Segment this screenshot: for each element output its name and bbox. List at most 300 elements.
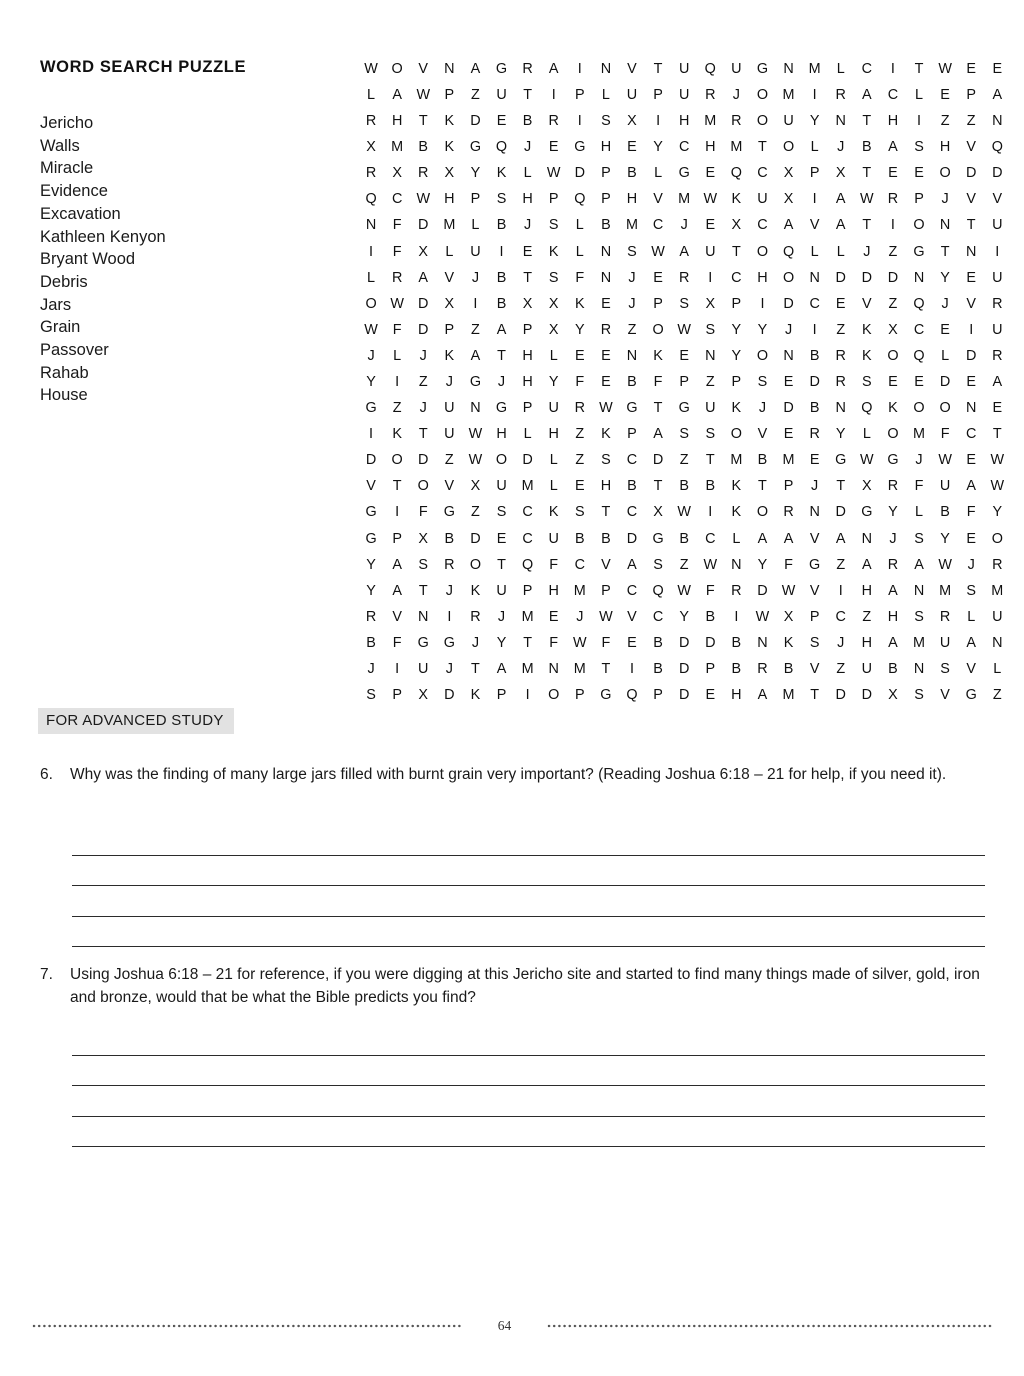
grid-cell: B: [888, 661, 898, 677]
grid-cell: N: [992, 113, 1003, 130]
grid-cell: E: [679, 347, 689, 364]
grid-cell: Z: [940, 113, 950, 130]
grid-cell: X: [392, 165, 402, 182]
question-number: 7.: [40, 966, 53, 983]
grid-cell: U: [496, 86, 507, 103]
grid-cell: O: [939, 165, 951, 182]
grid-cell: U: [444, 426, 455, 443]
grid-cell: I: [995, 243, 1000, 260]
grid-cell: K: [470, 687, 481, 704]
grid-cell: L: [654, 165, 663, 182]
grid-cell: B: [496, 269, 507, 286]
grid-cell: B: [366, 634, 376, 651]
grid-cell: W: [755, 608, 770, 625]
grid-cell: A: [888, 139, 898, 156]
grid-cell: C: [574, 556, 585, 573]
grid-cell: T: [966, 217, 976, 234]
grid-cell: V: [653, 191, 663, 208]
word-list-item: Jars: [40, 295, 72, 314]
answer-line[interactable]: [72, 826, 985, 856]
grid-cell: V: [444, 478, 455, 495]
grid-cell: E: [548, 139, 559, 156]
grid-cell: T: [862, 165, 872, 182]
grid-cell: N: [913, 661, 925, 677]
grid-cell: G: [861, 504, 873, 521]
grid-cell: T: [758, 478, 767, 495]
grid-cell: Z: [992, 687, 1002, 704]
grid-cell: O: [939, 400, 951, 417]
grid-cell: X: [548, 295, 559, 312]
word-list-item: Bryant Wood: [40, 250, 136, 269]
grid-cell: Y: [679, 608, 689, 625]
grid-cell: C: [626, 582, 638, 599]
word-list-item: Jericho: [40, 114, 94, 132]
grid-cell: M: [939, 582, 952, 599]
grid-cell: A: [470, 60, 481, 77]
answer-line[interactable]: [72, 1056, 985, 1086]
grid-cell: J: [524, 217, 532, 234]
grid-cell: L: [915, 504, 924, 521]
grid-cell: D: [418, 217, 429, 234]
grid-cell: D: [365, 452, 377, 469]
grid-cell: Y: [653, 139, 663, 156]
grid-cell: T: [705, 452, 715, 469]
grid-cell: P: [653, 86, 663, 103]
grid-cell: M: [625, 217, 638, 234]
grid-cell: I: [969, 321, 974, 338]
grid-cell: J: [367, 661, 375, 677]
grid-cell: Z: [575, 452, 585, 469]
grid-cell: J: [445, 582, 453, 599]
grid-cell: Q: [495, 139, 508, 156]
grid-cell: H: [678, 113, 690, 130]
grid-cell: B: [574, 530, 585, 547]
grid-cell: G: [887, 452, 899, 469]
grid-row: [358, 369, 1010, 395]
grid-cell: V: [940, 687, 950, 704]
grid-cell: I: [890, 217, 895, 234]
grid-cell: B: [731, 661, 742, 677]
grid-cell: N: [809, 504, 820, 521]
grid-cell: T: [523, 634, 532, 651]
grid-cell: E: [940, 86, 950, 103]
grid-cell: S: [862, 373, 872, 390]
grid-cell: L: [367, 86, 376, 103]
grid-cell: T: [392, 478, 402, 495]
grid-cell: K: [496, 165, 507, 182]
grid-cell: H: [548, 582, 559, 599]
grid-cell: V: [809, 530, 820, 547]
grid-cell: L: [732, 530, 741, 547]
grid-cell: H: [496, 426, 507, 443]
grid-cell: U: [861, 661, 873, 677]
grid-cell: V: [992, 191, 1003, 208]
grid-cell: H: [757, 269, 768, 286]
grid-cell: W: [677, 321, 691, 338]
grid-cell: E: [627, 634, 637, 651]
grid-cell: D: [652, 452, 664, 469]
grid-cell: K: [574, 295, 585, 312]
grid-cell: E: [705, 687, 716, 704]
grid-cell: U: [992, 321, 1003, 338]
grid-cell: S: [366, 687, 376, 704]
grid-cell: I: [708, 269, 713, 286]
grid-cell: F: [392, 634, 402, 651]
word-list-item: Evidence: [40, 182, 108, 201]
grid-cell: Z: [836, 661, 846, 677]
grid-cell: Q: [652, 582, 664, 599]
grid-cell: S: [914, 687, 924, 704]
grid-cell: V: [366, 478, 376, 495]
grid-cell: Z: [888, 243, 898, 260]
grid-cell: C: [652, 217, 664, 234]
grid-cell: L: [862, 426, 871, 443]
grid-cell: A: [392, 582, 402, 599]
grid-cell: A: [757, 687, 768, 704]
grid-cell: I: [734, 608, 739, 625]
grid-cell: O: [756, 504, 769, 521]
grid-cell: N: [757, 634, 768, 651]
grid-cell: W: [390, 295, 404, 312]
grid-cell: P: [392, 530, 402, 547]
grid-cell: R: [678, 269, 690, 286]
grid-cell: T: [758, 139, 767, 156]
word-list-item: Miracle: [40, 159, 94, 178]
grid-cell: N: [705, 347, 716, 364]
grid-cell: D: [966, 165, 977, 182]
grid-cell: Z: [471, 321, 480, 338]
grid-cell: L: [810, 139, 819, 156]
grid-cell: S: [574, 504, 585, 521]
grid-cell: A: [914, 556, 924, 573]
grid-cell: L: [549, 347, 558, 364]
grid-cell: D: [705, 634, 716, 651]
grid-cell: X: [418, 243, 429, 260]
grid-cell: T: [862, 217, 872, 234]
grid-cell: S: [627, 243, 637, 260]
grid-cell: U: [626, 86, 638, 103]
grid-cell: E: [601, 295, 611, 312]
grid-row: [358, 395, 1010, 421]
grid-cell: G: [678, 400, 690, 417]
grid-cell: K: [444, 113, 455, 130]
grid-cell: Z: [836, 321, 846, 338]
grid-cell: N: [470, 400, 481, 417]
grid-cell: I: [395, 504, 400, 521]
grid-cell: W: [938, 60, 952, 77]
grid-cell: P: [679, 373, 689, 390]
grid-cell: Z: [862, 608, 872, 625]
grid-row: [358, 474, 1010, 500]
grid-cell: T: [418, 582, 428, 599]
grid-cell: X: [470, 478, 481, 495]
grid-cell: I: [760, 295, 765, 312]
grid-cell: V: [809, 661, 820, 677]
answer-line[interactable]: [72, 1026, 985, 1056]
grid-cell: D: [678, 634, 690, 651]
grid-cell: M: [730, 139, 743, 156]
grid-cell: M: [782, 86, 795, 103]
grid-cell: I: [473, 295, 478, 312]
grid-cell: J: [497, 373, 506, 390]
grid-cell: E: [966, 373, 976, 390]
grid-cell: U: [444, 400, 455, 417]
grid-cell: D: [470, 113, 481, 130]
grid-cell: A: [392, 556, 402, 573]
page-title: WORD SEARCH PUZZLE: [40, 58, 247, 76]
grid-cell: D: [783, 400, 794, 417]
grid-cell: U: [418, 661, 429, 677]
word-list: [40, 112, 330, 407]
grid-cell: N: [966, 243, 977, 260]
grid-cell: Y: [757, 321, 768, 338]
grid-cell: Y: [496, 634, 507, 651]
grid-cell: A: [835, 217, 846, 234]
grid-row: [358, 578, 1010, 604]
grid-cell: C: [913, 321, 925, 338]
grid-cell: G: [469, 373, 482, 390]
dotted-rule-right: [547, 1324, 992, 1328]
grid-cell: A: [966, 478, 976, 495]
grid-cell: H: [391, 113, 403, 130]
grid-cell: G: [652, 530, 664, 547]
grid-cell: T: [471, 661, 480, 677]
grid-cell: I: [447, 608, 452, 625]
grid-cell: O: [756, 347, 769, 364]
grid-cell: G: [574, 139, 586, 156]
grid-cell: K: [601, 426, 611, 443]
grid-cell: R: [365, 165, 377, 182]
grid-cell: H: [887, 608, 899, 625]
grid-cell: H: [548, 426, 559, 443]
grid-cell: X: [444, 165, 455, 182]
grid-cell: O: [991, 530, 1003, 547]
grid-cell: L: [471, 217, 480, 234]
grid-cell: G: [678, 165, 690, 182]
grid-cell: P: [601, 191, 611, 208]
grid-cell: Y: [366, 373, 376, 390]
section-banner-advanced-study: FOR ADVANCED STUDY: [38, 708, 234, 734]
grid-cell: G: [913, 243, 925, 260]
grid-cell: X: [731, 217, 742, 234]
grid-cell: C: [966, 426, 977, 443]
grid-cell: I: [890, 60, 895, 77]
grid-cell: D: [861, 269, 873, 286]
grid-cell: Z: [471, 504, 480, 521]
grid-cell: O: [495, 452, 508, 469]
grid-cell: H: [731, 687, 742, 704]
grid-cell: S: [940, 661, 950, 677]
grid-cell: Z: [444, 452, 454, 469]
grid-cell: X: [653, 504, 663, 521]
answer-lines-question-6[interactable]: [72, 826, 985, 947]
grid-cell: T: [523, 269, 532, 286]
grid-cell: N: [835, 400, 846, 417]
grid-cell: Z: [575, 426, 585, 443]
grid-cell: O: [391, 452, 403, 469]
grid-cell: O: [756, 86, 769, 103]
grid-cell: Y: [757, 556, 768, 573]
grid-cell: D: [861, 687, 873, 704]
grid-cell: R: [444, 556, 455, 573]
grid-cell: B: [601, 217, 611, 234]
grid-cell: D: [678, 661, 690, 677]
grid-cell: J: [863, 243, 871, 260]
grid-cell: H: [600, 139, 612, 156]
grid-cell: I: [369, 243, 374, 260]
grid-cell: V: [862, 295, 872, 312]
grid-cell: L: [445, 243, 454, 260]
grid-cell: U: [992, 269, 1003, 286]
grid-cell: F: [549, 634, 559, 651]
grid-cell: Q: [522, 556, 534, 573]
grid-cell: W: [938, 556, 952, 573]
word-list-item: Grain: [40, 318, 81, 337]
grid-cell: J: [967, 556, 975, 573]
grid-cell: R: [887, 556, 899, 573]
grid-cell: A: [835, 530, 846, 547]
grid-cell: C: [391, 191, 403, 208]
grid-cell: L: [836, 243, 845, 260]
grid-cell: N: [731, 556, 742, 573]
grid-cell: L: [941, 347, 950, 364]
grid-cell: L: [575, 243, 584, 260]
grid-cell: N: [418, 608, 429, 625]
grid-cell: G: [495, 60, 508, 77]
grid-cell: J: [837, 634, 845, 651]
word-list-item: Kathleen Kenyon: [40, 227, 166, 246]
grid-cell: W: [416, 86, 431, 103]
grid-cell: P: [705, 661, 716, 677]
word-list-item: Passover: [40, 341, 109, 360]
grid-cell: V: [627, 60, 637, 77]
grid-cell: S: [966, 582, 976, 599]
answer-line[interactable]: [72, 917, 985, 947]
grid-cell: J: [811, 478, 819, 495]
grid-cell: I: [369, 426, 374, 443]
grid-cell: E: [627, 139, 637, 156]
grid-cell: J: [419, 400, 427, 417]
grid-cell: T: [653, 400, 663, 417]
answer-line[interactable]: [72, 886, 985, 916]
grid-cell: U: [992, 217, 1003, 234]
grid-cell: N: [600, 243, 612, 260]
grid-cell: F: [653, 373, 663, 390]
grid-cell: U: [731, 60, 742, 77]
grid-cell: R: [939, 608, 951, 625]
grid-cell: M: [391, 139, 404, 156]
grid-cell: P: [444, 86, 455, 103]
grid-cell: E: [574, 478, 585, 495]
grid-cell: B: [705, 608, 716, 625]
grid-cell: J: [367, 347, 375, 364]
grid-cell: S: [705, 321, 716, 338]
grid-cell: R: [391, 269, 403, 286]
grid-cell: S: [548, 217, 559, 234]
grid-cell: L: [549, 478, 558, 495]
grid-cell: T: [653, 60, 663, 77]
grid-cell: V: [757, 426, 768, 443]
grid-cell: B: [705, 478, 716, 495]
grid-cell: F: [575, 373, 585, 390]
grid-cell: T: [731, 243, 741, 260]
grid-cell: D: [574, 165, 585, 182]
grid-cell: G: [365, 504, 377, 521]
grid-row: [358, 526, 1010, 552]
grid-cell: N: [966, 400, 977, 417]
grid-cell: A: [548, 60, 559, 77]
grid-cell: D: [992, 165, 1003, 182]
grid-cell: P: [522, 321, 533, 338]
grid-cell: E: [496, 530, 507, 547]
grid-cell: X: [444, 295, 455, 312]
grid-cell: K: [731, 478, 742, 495]
grid-cell: E: [914, 165, 924, 182]
grid-cell: E: [888, 373, 898, 390]
grid-cell: S: [809, 634, 820, 651]
grid-cell: Q: [365, 191, 377, 208]
answer-line[interactable]: [72, 856, 985, 886]
grid-cell: A: [992, 86, 1003, 103]
grid-cell: Q: [991, 139, 1003, 156]
grid-cell: X: [522, 295, 533, 312]
grid-cell: J: [837, 139, 845, 156]
grid-cell: A: [862, 556, 872, 573]
grid-cell: N: [992, 634, 1003, 651]
grid-row: [358, 186, 1010, 212]
answer-line[interactable]: [72, 1086, 985, 1116]
answer-line[interactable]: [72, 1117, 985, 1147]
grid-cell: I: [812, 191, 817, 208]
grid-cell: V: [627, 608, 637, 625]
grid-row: [358, 656, 1010, 682]
grid-row: [358, 213, 1010, 239]
grid-cell: A: [783, 530, 794, 547]
grid-cell: U: [678, 60, 690, 77]
grid-cell: T: [497, 347, 506, 364]
grid-cell: S: [757, 373, 768, 390]
answer-lines-question-7[interactable]: [72, 1026, 985, 1147]
grid-cell: Q: [913, 347, 925, 364]
grid-cell: I: [656, 113, 661, 130]
grid-cell: R: [757, 661, 768, 677]
grid-cell: E: [992, 400, 1003, 417]
grid-cell: T: [653, 478, 663, 495]
grid-row: [358, 82, 1010, 108]
grid-cell: H: [705, 139, 716, 156]
grid-cell: W: [860, 191, 874, 208]
grid-cell: Y: [940, 269, 950, 286]
grid-cell: L: [993, 661, 1002, 677]
grid-cell: D: [418, 295, 429, 312]
grid-cell: Q: [574, 191, 586, 208]
grid-cell: E: [522, 243, 533, 260]
grid-cell: K: [731, 504, 742, 521]
grid-cell: B: [444, 530, 455, 547]
grid-cell: V: [966, 661, 976, 677]
grid-cell: J: [471, 634, 480, 651]
word-search-grid: [358, 56, 1010, 708]
grid-cell: P: [601, 582, 611, 599]
grid-cell: E: [783, 373, 794, 390]
grid-cell: U: [783, 113, 794, 130]
grid-cell: A: [418, 269, 429, 286]
question-text: Using Joshua 6:18 – 21 for reference, if you were digging at this Jericho site and started to find many things made of silver, gold, iron and bronze, would that be what the Bible predicts you find?: [70, 966, 980, 1006]
grid-cell: O: [887, 426, 899, 443]
grid-cell: F: [418, 504, 428, 521]
grid-cell: Z: [627, 321, 637, 338]
grid-cell: S: [679, 426, 689, 443]
